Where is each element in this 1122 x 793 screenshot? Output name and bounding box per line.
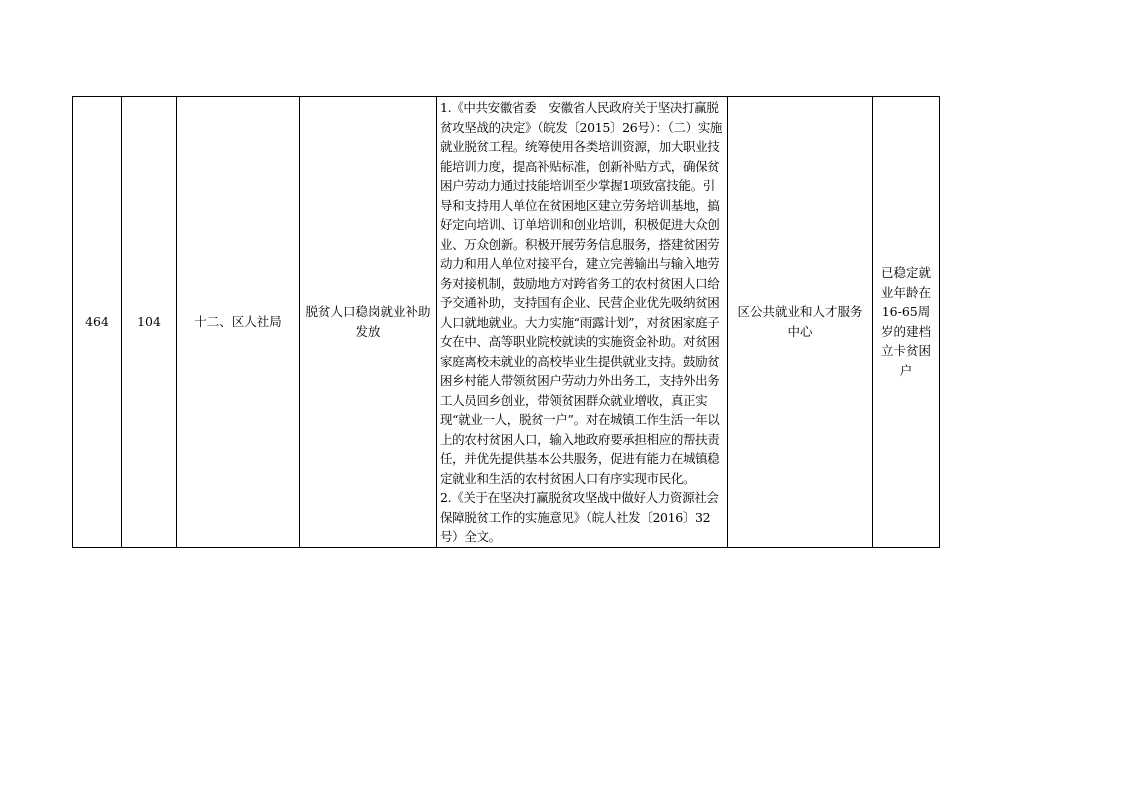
basis-paragraph-2: 2.《关于在坚决打赢脱贫攻坚战中做好人力资源社会保障脱贫工作的实施意见》（皖人社发〔2016〕32号）全文。 bbox=[440, 490, 719, 544]
subseq-cell: 104 bbox=[122, 97, 177, 548]
item-name-cell: 脱贫人口稳岗就业补助发放 bbox=[300, 97, 437, 548]
service-scope-cell: 已稳定就业年龄在16-65周岁的建档立卡贫困户 bbox=[873, 97, 940, 548]
basis-paragraph-1: 1.《中共安徽省委 安徽省人民政府关于坚决打赢脱贫攻坚战的决定》（皖发〔2015〕26号）：（二）实施就业脱贫工程。统筹使用各类培训资源，加大职业技能培训力度，提高补贴标准，创新补贴方式，确保贫困户劳动力通过技能培训至少掌握1项致富技能。引导和支持用人单位在贫困地区建立劳务培训基地，搞好定向培训、订单培训和创业培训，积极促进大众创业、万众创新。积极开展劳务信息服务，搭建贫困劳动力和用人单位对接平台，建立完善输出与输入地劳务对接机制，鼓励地方对跨省务工的农村贫困人口给予交通补助，支持国有企业、民营企业优先吸纳贫困人口就地就业。大力实施“雨露计划”，对贫困家庭子女在中、高等职业院校就读的实施资金补助。对贫困家庭离校未就业的高校毕业生提供就业支持。鼓励贫困乡村能人带领贫困户劳动力外出务工，支持外出务工人员回乡创业，带领贫困群众就业增收，真正实现“就业一人，脱贫一户”。对在城镇工作生活一年以上的农村贫困人口，输入地政府要承担相应的帮扶责任，并优先提供基本公共服务，促进有能力在城镇稳定就业和生活的农村贫困人口有序实现市民化。 bbox=[440, 100, 723, 486]
seq-cell: 464 bbox=[73, 97, 122, 548]
department-cell: 十二、区人社局 bbox=[177, 97, 300, 548]
implementing-unit-cell: 区公共就业和人才服务中心 bbox=[728, 97, 873, 548]
table-row bbox=[73, 97, 940, 548]
basis-cell bbox=[437, 97, 728, 548]
policy-table bbox=[72, 96, 940, 548]
